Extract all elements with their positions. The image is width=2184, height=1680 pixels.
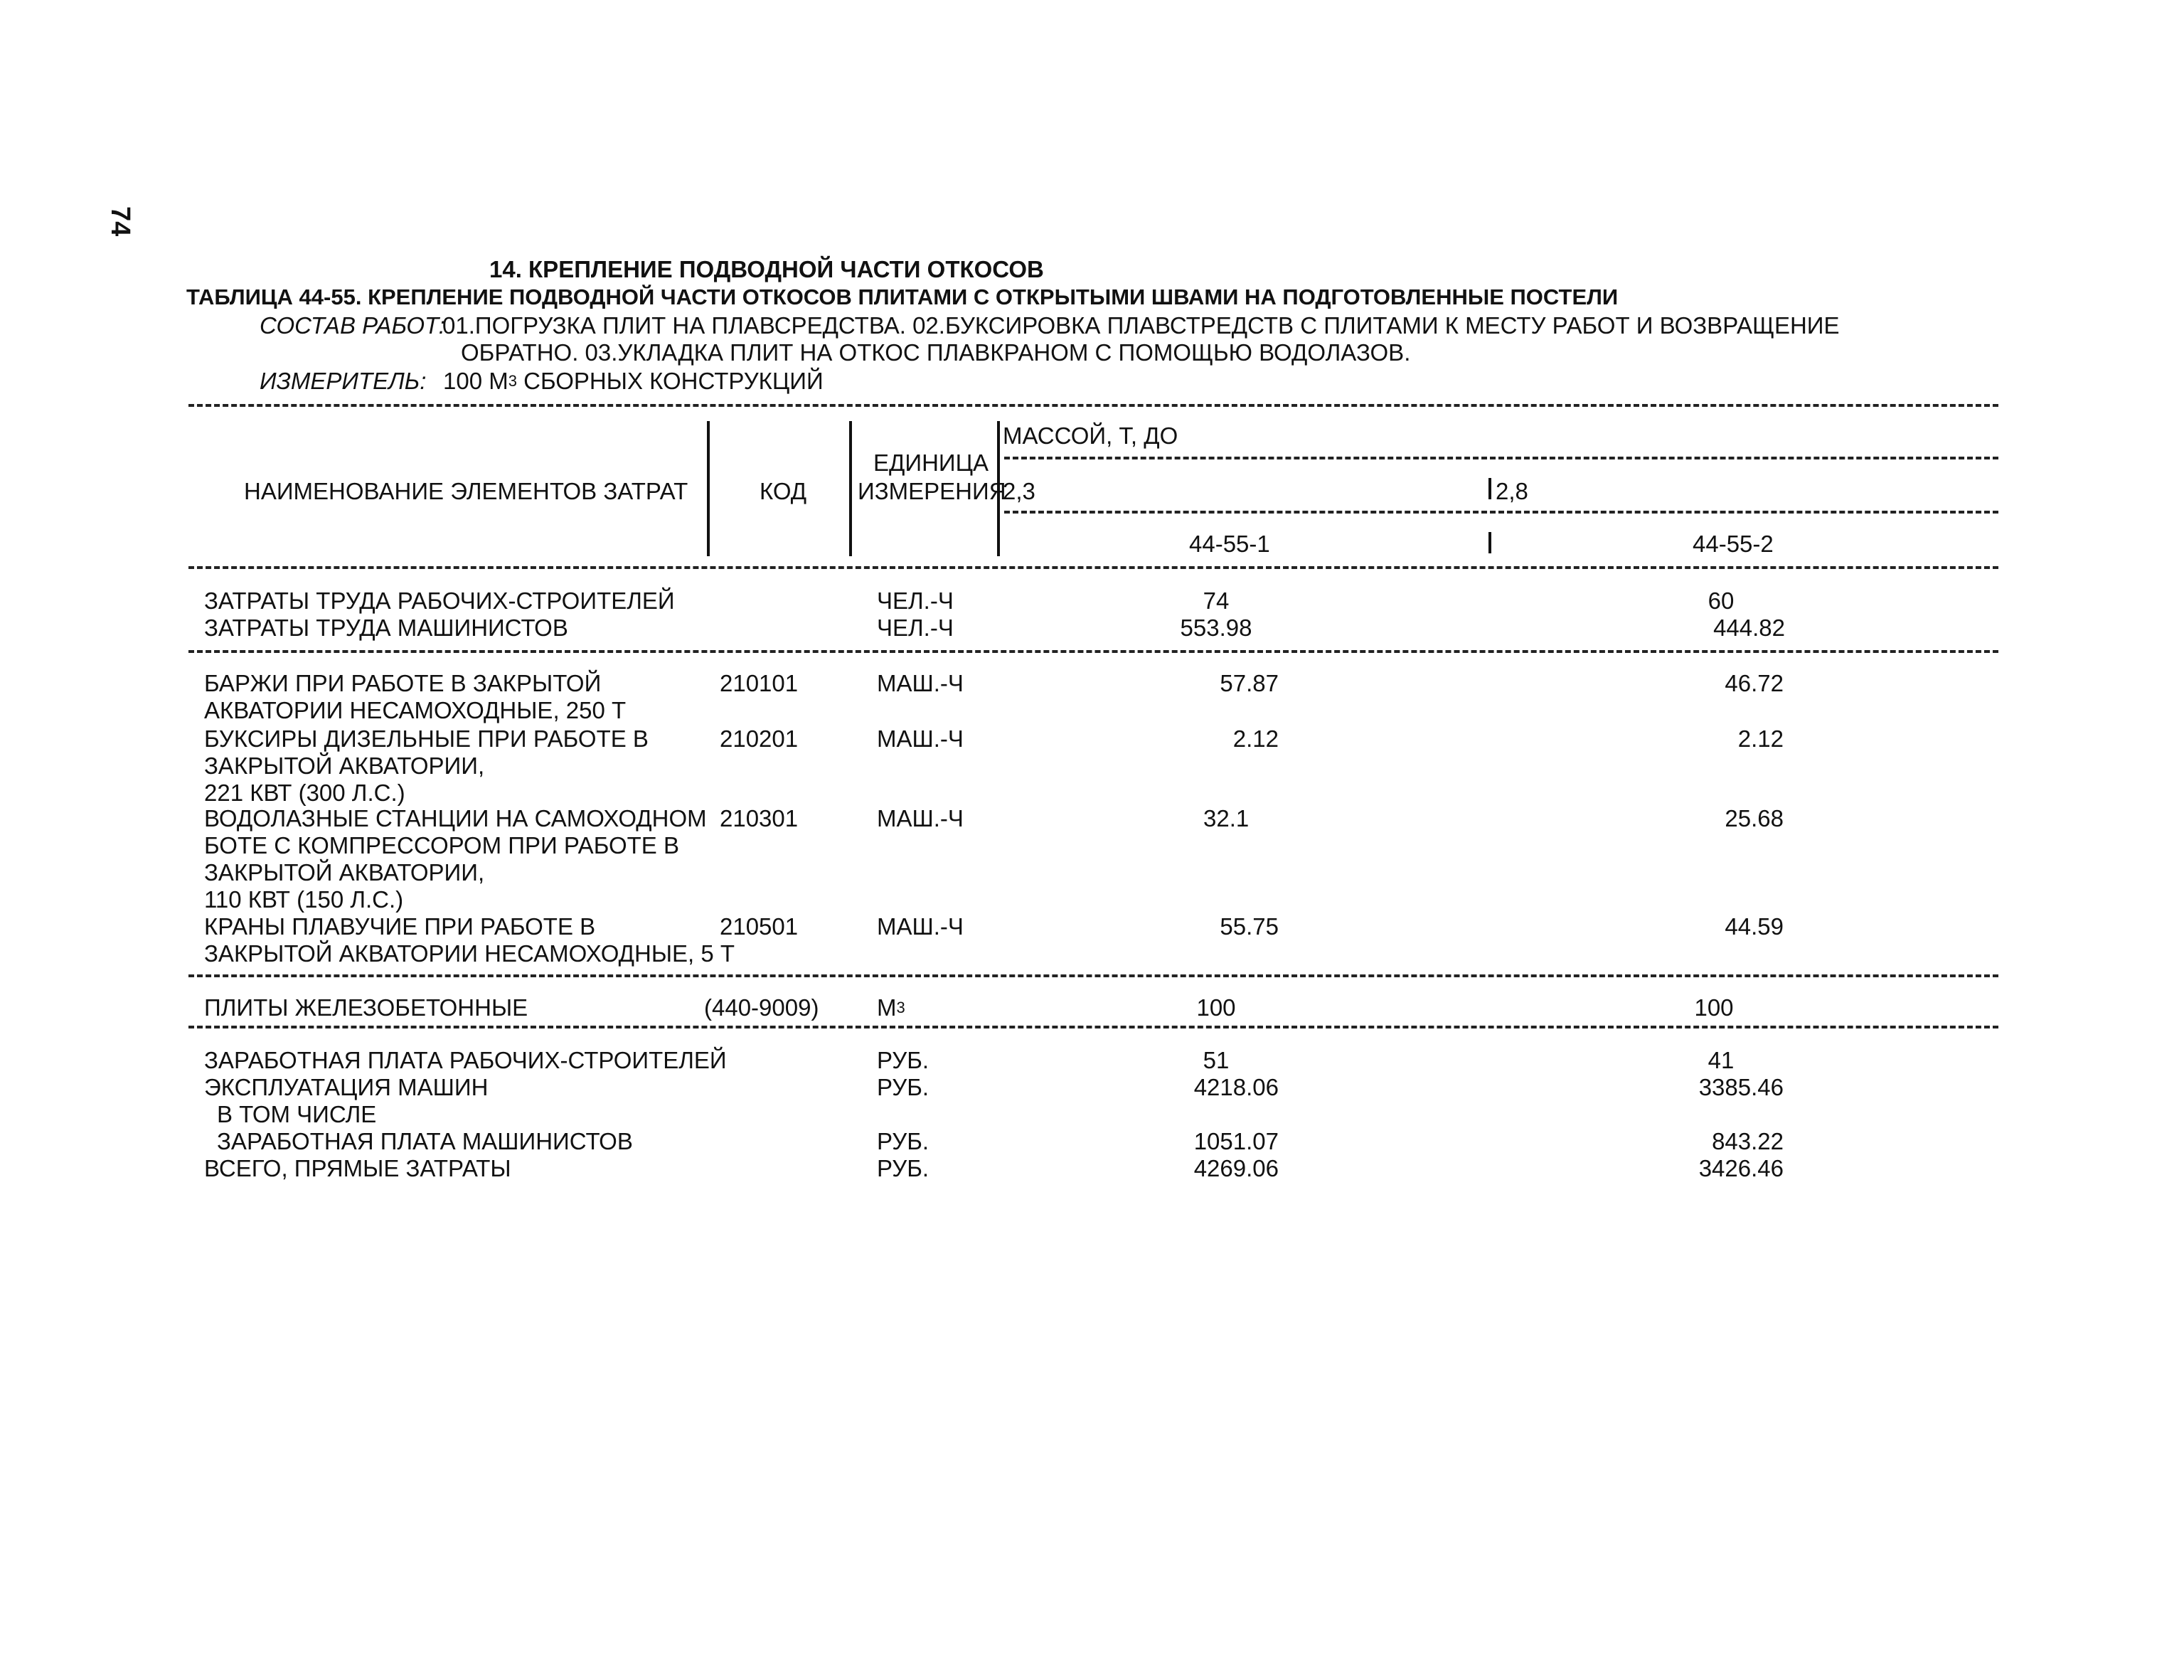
row-wages-operators-v2: 843.22 xyxy=(1712,1128,1784,1154)
row-wages-operators-name: ЗАРАБОТНАЯ ПЛАТА МАШИНИСТОВ xyxy=(217,1128,633,1154)
row-wages-workers-unit: РУБ. xyxy=(877,1047,929,1073)
table-title: ТАБЛИЦА 44-55. КРЕПЛЕНИЕ ПОДВОДНОЙ ЧАСТИ ОТКОСОВ ПЛИТАМИ С ОТКРЫТЫМИ ШВАМИ НА ПОДГОТОВЛЕННЫЕ ПОСТЕЛИ xyxy=(186,285,1619,309)
row-diving-v1: 32.1 xyxy=(1203,805,1250,831)
row-diving-name-2: БОТЕ С КОМПРЕССОРОМ ПРИ РАБОТЕ В xyxy=(204,832,679,858)
row-labor-operators-name: ЗАТРАТЫ ТРУДА МАШИНИСТОВ xyxy=(204,615,568,641)
header-unit-line-2: ИЗМЕРЕНИЯ xyxy=(858,478,1006,504)
row-machine-ops-v2: 3385.46 xyxy=(1698,1074,1784,1100)
row-tugs-unit: МАШ.-Ч xyxy=(877,725,964,752)
rule-header-mass xyxy=(1004,457,1998,459)
row-barges-v1: 57.87 xyxy=(1220,670,1279,696)
header-mass-2: 2,8 xyxy=(1496,478,1528,504)
work-composition-label: СОСТАВ РАБОТ: xyxy=(260,312,445,339)
row-barges-v2: 46.72 xyxy=(1725,670,1784,696)
measure-value: 100 $М^3$ СБОРНЫХ КОНСТРУКЦИЙ xyxy=(443,368,824,394)
row-total-name: ВСЕГО, ПРЯМЫЕ ЗАТРАТЫ xyxy=(204,1155,511,1181)
page-number: 74 xyxy=(105,206,135,237)
row-cranes-name-2: ЗАКРЫТОЙ АКВАТОРИИ НЕСАМОХОДНЫЕ, 5 Т xyxy=(204,940,735,967)
section-title: 14. КРЕПЛЕНИЕ ПОДВОДНОЙ ЧАСТИ ОТКОСОВ xyxy=(489,256,1044,282)
row-labor-workers-v1: 74 xyxy=(1203,588,1230,614)
row-slabs-name: ПЛИТЫ ЖЕЛЕЗОБЕТОННЫЕ xyxy=(204,994,528,1021)
row-cranes-v2: 44.59 xyxy=(1725,913,1784,940)
work-composition-line-1: 01.ПОГРУЗКА ПЛИТ НА ПЛАВСРЕДСТВА. 02.БУКСИРОВКА ПЛАВСТРЕДСТВ С ПЛИТАМИ К МЕСТУ РАБОТ И ВОЗВРАЩЕНИЕ xyxy=(442,312,1840,339)
row-cranes-code: 210501 xyxy=(720,913,799,940)
header-name: НАИМЕНОВАНИЕ ЭЛЕМЕНТОВ ЗАТРАТ xyxy=(244,478,688,504)
rule-group-2 xyxy=(188,974,1998,977)
row-total-v2: 3426.46 xyxy=(1698,1155,1784,1181)
row-including-label: В ТОМ ЧИСЛЕ xyxy=(217,1101,377,1127)
rule-group-1 xyxy=(188,650,1998,653)
row-barges-name-1: БАРЖИ ПРИ РАБОТЕ В ЗАКРЫТОЙ xyxy=(204,670,602,696)
row-slabs-code: (440-9009) xyxy=(704,994,819,1021)
measure-label: ИЗМЕРИТЕЛЬ: xyxy=(260,368,427,394)
divider-code-unit xyxy=(849,421,852,556)
row-barges-name-2: АКВАТОРИИ НЕСАМОХОДНЫЕ, 250 Т xyxy=(204,697,627,723)
row-machine-ops-unit: РУБ. xyxy=(877,1074,929,1100)
row-diving-unit: МАШ.-Ч xyxy=(877,805,964,831)
row-diving-name-1: ВОДОЛАЗНЫЕ СТАНЦИИ НА САМОХОДНОМ xyxy=(204,805,707,831)
row-labor-operators-v2: 444.82 xyxy=(1713,615,1785,641)
row-tugs-name-3: 221 КВТ (300 Л.С.) xyxy=(204,780,405,806)
rule-group-3 xyxy=(188,1026,1998,1028)
row-cranes-unit: МАШ.-Ч xyxy=(877,913,964,940)
rule-header-top xyxy=(188,404,1998,407)
row-machine-ops-v1: 4218.06 xyxy=(1193,1074,1279,1100)
row-labor-operators-unit: ЧЕЛ.-Ч xyxy=(877,615,954,641)
row-labor-workers-name: ЗАТРАТЫ ТРУДА РАБОЧИХ-СТРОИТЕЛЕЙ xyxy=(204,588,675,614)
row-diving-name-3: ЗАКРЫТОЙ АКВАТОРИИ, xyxy=(204,859,485,886)
row-cranes-v1: 55.75 xyxy=(1220,913,1279,940)
row-slabs-v1: 100 xyxy=(1196,994,1236,1021)
row-wages-workers-v2: 41 xyxy=(1708,1047,1735,1073)
divider-name-code xyxy=(707,421,710,556)
row-wages-workers-v1: 51 xyxy=(1203,1047,1230,1073)
row-total-v1: 4269.06 xyxy=(1193,1155,1279,1181)
row-tugs-name-1: БУКСИРЫ ДИЗЕЛЬНЫЕ ПРИ РАБОТЕ В xyxy=(204,725,649,752)
row-total-unit: РУБ. xyxy=(877,1155,929,1181)
row-wages-workers-name: ЗАРАБОТНАЯ ПЛАТА РАБОЧИХ-СТРОИТЕЛЕЙ xyxy=(204,1047,727,1073)
row-tugs-v2: 2.12 xyxy=(1737,725,1784,752)
row-diving-name-4: 110 КВТ (150 Л.С.) xyxy=(204,886,404,913)
header-unit-line-1: ЕДИНИЦА xyxy=(873,450,989,476)
row-machine-ops-name: ЭКСПЛУАТАЦИЯ МАШИН xyxy=(204,1074,489,1100)
row-barges-code: 210101 xyxy=(720,670,799,696)
header-code: КОД xyxy=(760,478,807,504)
row-slabs-unit: $М^3$ xyxy=(877,994,905,1021)
rule-header-bottom xyxy=(188,566,1998,569)
row-barges-unit: МАШ.-Ч xyxy=(877,670,964,696)
header-code-1: 44-55-1 xyxy=(1189,531,1270,557)
row-wages-operators-unit: РУБ. xyxy=(877,1128,929,1154)
work-composition-line-2: ОБРАТНО. 03.УКЛАДКА ПЛИТ НА ОТКОС ПЛАВКРАНОМ С ПОМОЩЬЮ ВОДОЛАЗОВ. xyxy=(461,339,1411,366)
row-tugs-code: 210201 xyxy=(720,725,799,752)
row-labor-operators-v1: 553.98 xyxy=(1180,615,1252,641)
divider-code-cols xyxy=(1488,532,1491,553)
divider-mass-cols xyxy=(1488,478,1491,499)
row-tugs-name-2: ЗАКРЫТОЙ АКВАТОРИИ, xyxy=(204,753,485,779)
row-diving-v2: 25.68 xyxy=(1725,805,1784,831)
header-mass-label: МАССОЙ, Т, ДО xyxy=(1003,422,1178,449)
row-diving-code: 210301 xyxy=(720,805,799,831)
row-labor-workers-unit: ЧЕЛ.-Ч xyxy=(877,588,954,614)
row-tugs-v1: 2.12 xyxy=(1232,725,1279,752)
row-cranes-name-1: КРАНЫ ПЛАВУЧИЕ ПРИ РАБОТЕ В xyxy=(204,913,596,940)
row-slabs-v2: 100 xyxy=(1694,994,1734,1021)
row-labor-workers-v2: 60 xyxy=(1708,588,1735,614)
rule-header-codes xyxy=(1004,511,1998,514)
header-mass-1: 2,3 xyxy=(1003,478,1035,504)
row-wages-operators-v1: 1051.07 xyxy=(1193,1128,1279,1154)
header-code-2: 44-55-2 xyxy=(1693,531,1774,557)
